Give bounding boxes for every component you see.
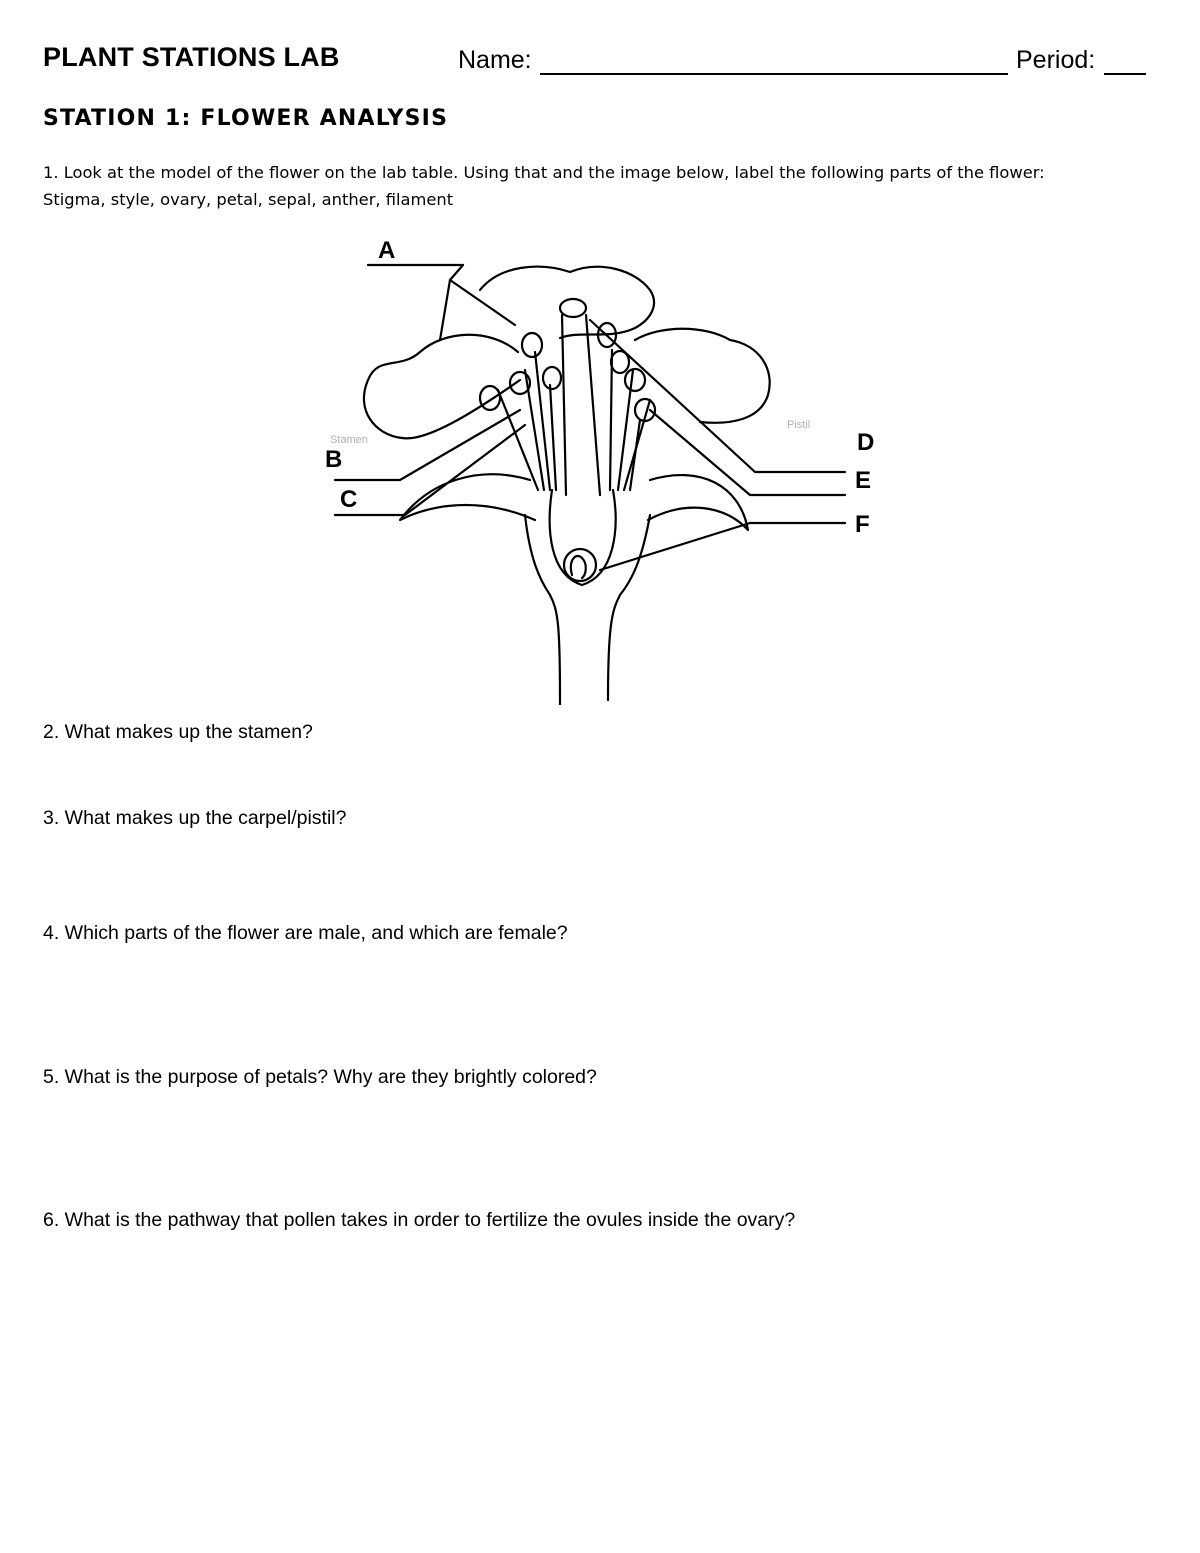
flower-diagram (320, 230, 880, 705)
ovule (564, 549, 596, 581)
station-title: STATION 1: FLOWER ANALYSIS (43, 106, 449, 131)
lab-title: PLANT STATIONS LAB (43, 42, 340, 72)
style (562, 315, 566, 495)
question-1-line-2: Stigma, style, ovary, petal, sepal, anther, filament (43, 190, 454, 209)
question-1-line-1: 1. Look at the model of the flower on the lab table. Using that and the image below, label the following parts of the flower: (43, 163, 1045, 182)
label-a: A (378, 237, 396, 264)
leader-line-a (368, 265, 463, 340)
label-d: D (857, 429, 875, 456)
question-1 (43, 159, 1153, 213)
worksheet-header (43, 42, 1153, 82)
leader-line-d (590, 320, 845, 472)
anther (480, 386, 500, 410)
name-label: Name: (458, 46, 532, 74)
center-petal (480, 267, 654, 338)
question-4: 4. Which parts of the flower are male, and which are female? (43, 922, 568, 944)
right-sepal (648, 475, 748, 530)
left-sepal (400, 474, 535, 520)
ovary (550, 490, 616, 585)
label-e: E (855, 467, 872, 494)
faint-label-stamen: Stamen (330, 434, 368, 446)
name-blank-line[interactable] (540, 73, 1008, 75)
question-5: 5. What is the purpose of petals? Why are they brightly colored? (43, 1066, 597, 1088)
stigma (560, 299, 586, 317)
label-b: B (325, 446, 343, 473)
receptacle (525, 515, 560, 700)
leader-line-e (650, 410, 845, 495)
question-6: 6. What is the pathway that pollen takes in order to fertilize the ovules inside the ovary? (43, 1209, 796, 1231)
label-c: C (340, 486, 358, 513)
period-blank-line[interactable] (1104, 73, 1146, 75)
faint-label-pistil: Pistil (787, 419, 811, 431)
question-2: 2. What makes up the stamen? (43, 721, 313, 743)
label-f: F (855, 511, 870, 538)
question-3: 3. What makes up the carpel/pistil? (43, 807, 347, 829)
period-label: Period: (1016, 46, 1096, 74)
